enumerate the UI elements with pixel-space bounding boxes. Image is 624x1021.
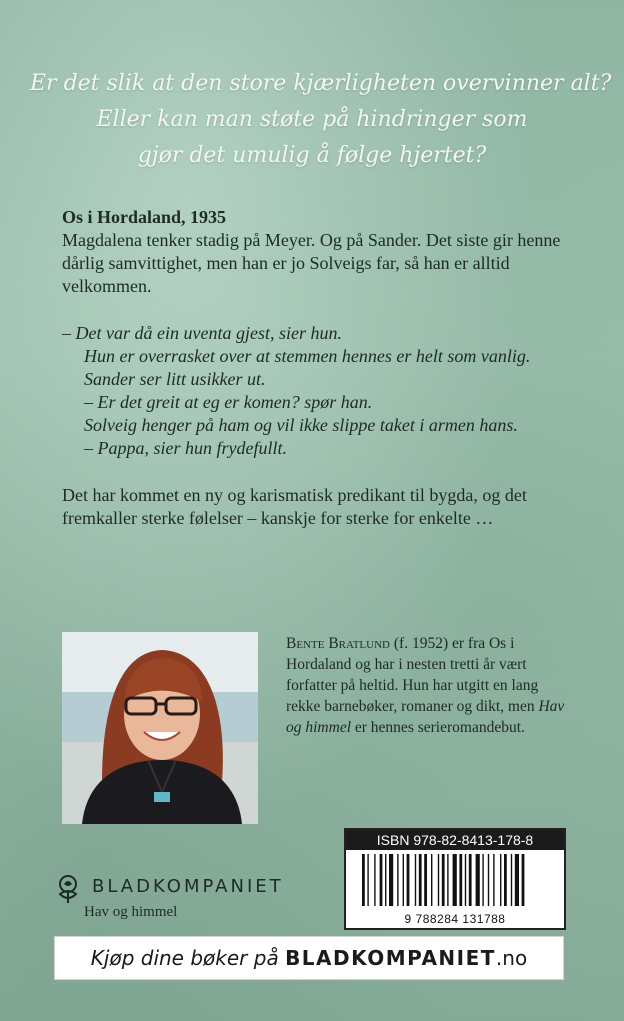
- tagline: [30, 66, 612, 174]
- author-name: Bente Bratlund: [286, 635, 390, 652]
- dialogue-line: – Pappa, sier hun frydefullt.: [84, 438, 287, 458]
- blurb-heading: Os i Hordaland, 1935: [62, 207, 227, 227]
- bio-text: (f. 1952) er fra Os i Hordaland og har i nesten tretti år vært forfatter på heltid. Hun har utgitt en lang rekke barnebøker, romaner og dikt, men: [286, 635, 539, 715]
- rose-icon: [54, 874, 82, 904]
- dialogue-line: Hun er overrasket over at stemmen hennes er helt som vanlig.: [84, 346, 531, 366]
- dialogue-line: – Er det greit at eg er komen? spør han.: [84, 392, 373, 412]
- blurb-intro: Magdalena tenker stadig på Meyer. Og på Sander. Det siste gir henne dårlig samvittighet, men han er jo Solveigs far, så han er alltid velkommen.: [62, 230, 561, 296]
- buy-brand: BLADKOMPANIET: [285, 946, 496, 970]
- buy-lead: Kjøp dine bøker på: [90, 946, 286, 970]
- publisher-block: [54, 874, 344, 924]
- blurb: [62, 206, 562, 530]
- author-portrait-icon: [62, 632, 258, 824]
- publisher-name: BLADKOMPANIET: [92, 876, 284, 897]
- dialogue-line: Sander ser litt usikker ut.: [84, 369, 266, 389]
- series-title: Hav og himmel: [286, 698, 565, 736]
- author-bio: [286, 633, 566, 738]
- buy-banner: [54, 936, 564, 980]
- buy-tld: .no: [495, 946, 528, 970]
- bio-text: er hennes serieromandebut.: [351, 719, 525, 736]
- author-photo: [62, 632, 258, 824]
- barcode-digits: 9 788284 131788: [404, 912, 506, 926]
- barcode: [344, 828, 566, 930]
- barcode-bars-icon: [362, 854, 548, 906]
- blurb-closing: Det har kommet en ny og karismatisk predikant til bygda, og det fremkaller sterke følelser – kanskje for sterke for enkelte …: [62, 485, 527, 528]
- tagline-line: gjør det umulig å følge hjertet?: [137, 143, 487, 168]
- tagline-line: Eller kan man støte på hindringer som: [96, 107, 528, 132]
- dialogue-line: Solveig henger på ham og vil ikke slippe taket i armen hans.: [84, 415, 518, 435]
- dialogue-line: – Det var då ein uventa gjest, sier hun.: [62, 323, 342, 343]
- tagline-line: Er det slik at den store kjærligheten overvinner alt?: [30, 71, 612, 96]
- isbn-label: ISBN 978-82-8413-178-8: [346, 830, 564, 850]
- series-name: Hav og himmel: [84, 904, 178, 920]
